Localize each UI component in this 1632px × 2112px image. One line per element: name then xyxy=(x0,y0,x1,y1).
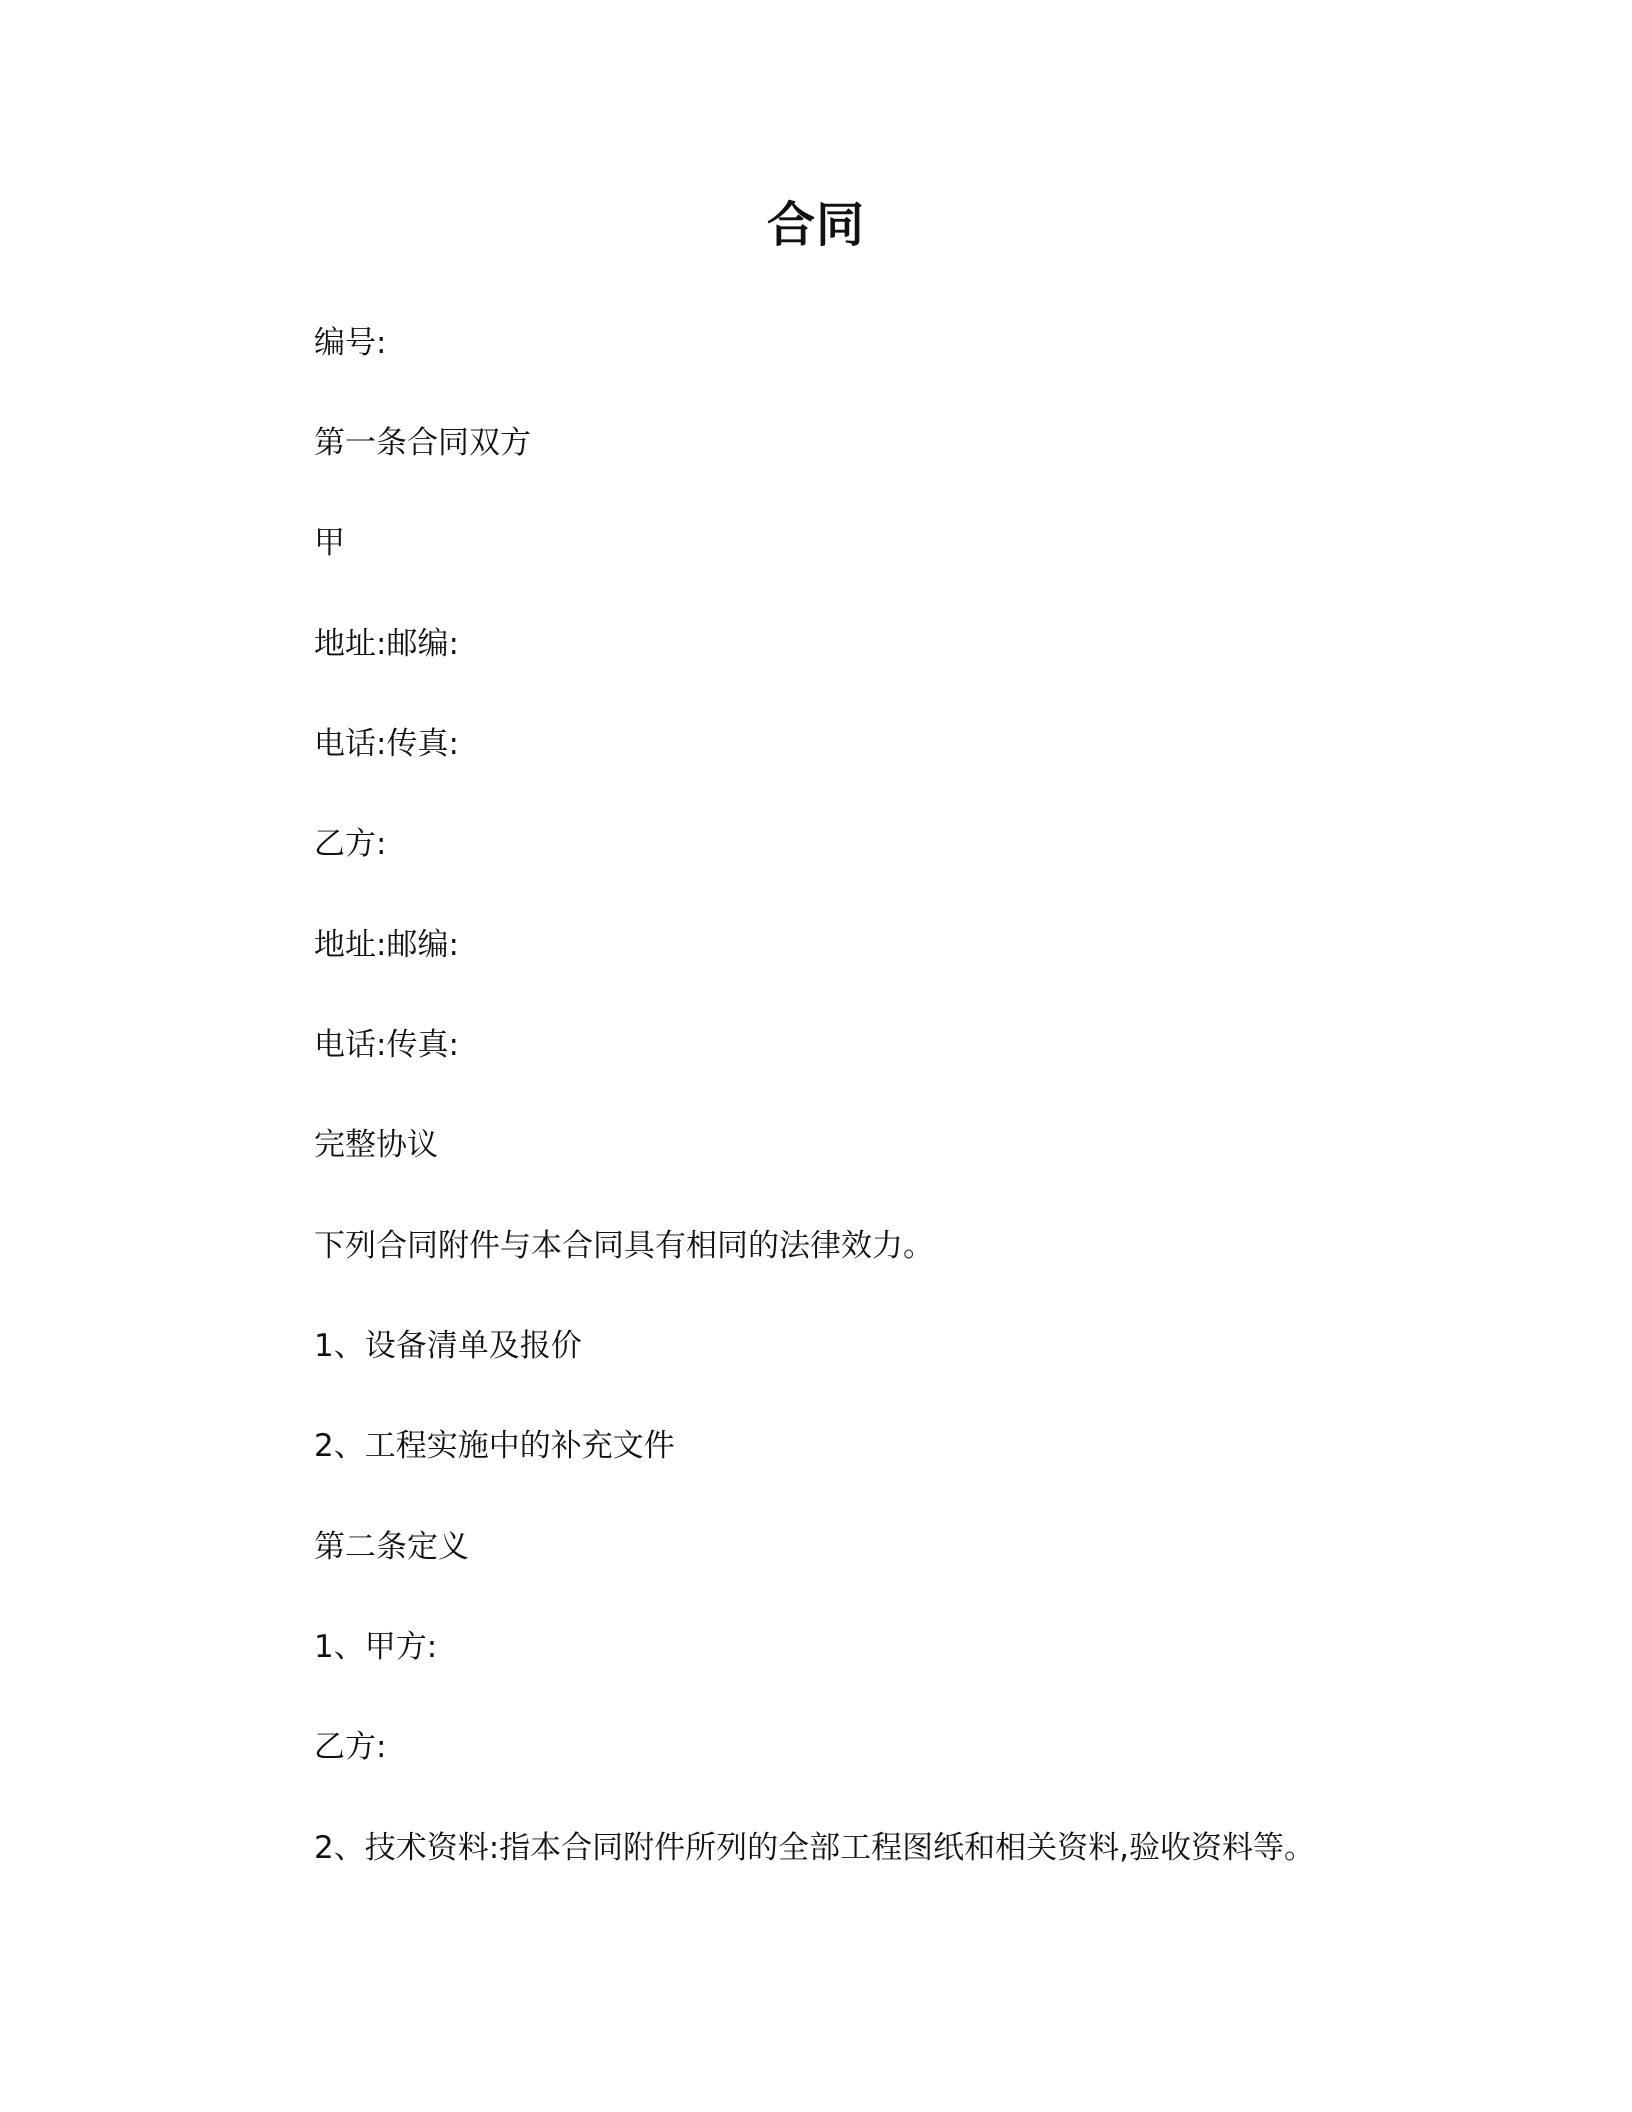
entire-agreement-heading: 完整协议 xyxy=(314,1127,438,1163)
party-a-phone-line: 电话:传真: xyxy=(314,726,459,762)
definition-party-b: 乙方: xyxy=(314,1729,387,1765)
attachment-item-2: 2、工程实施中的补充文件 xyxy=(314,1428,675,1464)
party-b-phone-line: 电话:传真: xyxy=(314,1027,459,1063)
article-two-heading: 第二条定义 xyxy=(314,1529,469,1565)
document-title: 合同 xyxy=(766,197,865,253)
party-a-label: 甲 xyxy=(314,525,345,561)
contract-number-label: 编号: xyxy=(314,325,387,361)
party-b-label: 乙方: xyxy=(314,826,387,862)
party-b-address-line: 地址:邮编: xyxy=(314,927,459,963)
party-a-address-line: 地址:邮编: xyxy=(314,626,459,662)
attachments-statement: 下列合同附件与本合同具有相同的法律效力。 xyxy=(314,1228,934,1264)
article-one-heading: 第一条合同双方 xyxy=(314,425,531,461)
definition-item-2: 2、技术资料:指本合同附件所列的全部工程图纸和相关资料,验收资料等。 xyxy=(314,1830,1316,1866)
attachment-item-1: 1、设备清单及报价 xyxy=(314,1328,582,1364)
definition-item-1: 1、甲方: xyxy=(314,1629,438,1665)
